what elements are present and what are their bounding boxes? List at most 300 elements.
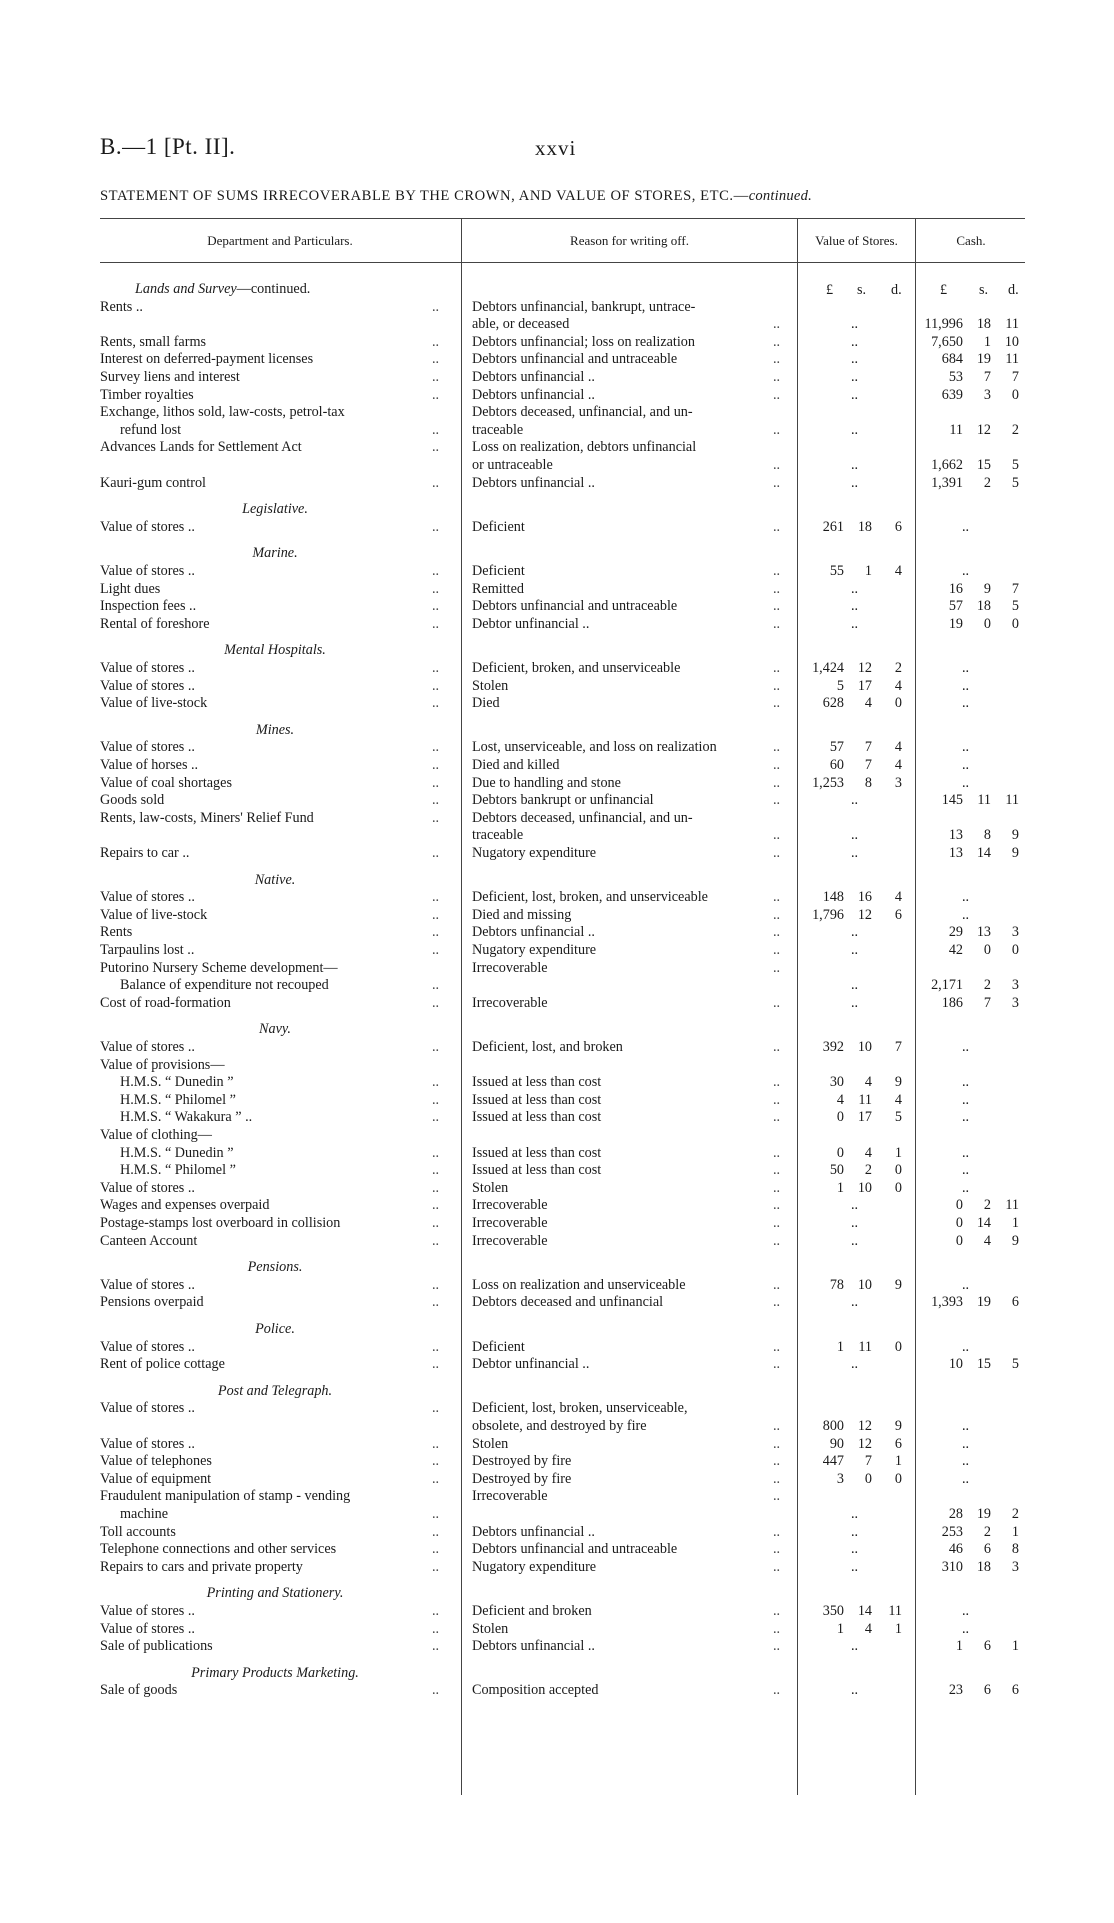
cash-pence: 3 — [1011, 924, 1019, 941]
leader-dots: .. — [773, 1620, 781, 1637]
reason-text: Debtors unfinancial .. — [472, 386, 595, 403]
stores-pounds: 1,796 — [812, 906, 844, 923]
section-label: Lands and Survey — [135, 281, 237, 297]
cash-shillings: 0 — [983, 942, 991, 958]
particulars-text: Rent of police cottage — [100, 1356, 225, 1373]
particulars-text: Value of stores .. — [100, 1179, 195, 1196]
particulars-text: Advances Lands for Settlement Act — [100, 439, 302, 456]
cash-pounds: 53 — [948, 369, 963, 385]
table-row — [0, 1215, 1114, 1233]
reason-text: traceable — [472, 421, 524, 438]
title-main: STATEMENT OF SUMS IRRECOVERABLE BY THE CROWN, AND VALUE OF STORES, ETC.— — [100, 188, 749, 204]
leader-dots: .. — [773, 739, 781, 756]
cash-pence: 11 — [1005, 351, 1019, 368]
table-top-rule — [100, 218, 1025, 219]
cash-shillings: 6 — [983, 1541, 991, 1558]
reason-text: Debtors unfinancial and untraceable — [472, 598, 678, 615]
stores-nil: .. — [851, 1682, 859, 1699]
cash-pence: 9 — [1011, 845, 1019, 861]
leader-dots: .. — [432, 889, 440, 906]
leader-dots: .. — [432, 757, 440, 773]
particulars-text: Pensions overpaid — [100, 1294, 204, 1311]
table-row — [0, 792, 1114, 810]
particulars-text: Value of stores .. — [100, 1338, 195, 1355]
stores-nil: .. — [851, 1232, 859, 1249]
particulars-text: Cost of road-formation — [100, 994, 231, 1011]
table-row — [0, 1092, 1114, 1110]
cash-nil: .. — [962, 1109, 970, 1126]
table-row — [0, 739, 1114, 757]
reason-text: Died — [472, 695, 500, 712]
cash-pounds: 28 — [948, 1505, 963, 1522]
leader-dots: .. — [432, 906, 440, 923]
column-header-department: Department and Particulars. — [207, 233, 353, 248]
stores-pounds: 1,253 — [812, 774, 844, 791]
leader-dots: .. — [432, 1276, 440, 1293]
leader-dots: .. — [773, 1338, 781, 1355]
stores-nil: .. — [851, 369, 859, 385]
cash-shillings: 11 — [977, 792, 991, 809]
particulars-text: Value of stores .. — [100, 889, 195, 906]
cash-shillings: 19 — [976, 351, 991, 368]
leader-dots: .. — [432, 677, 440, 694]
reason-text: Irrecoverable — [472, 1197, 548, 1214]
table-row — [0, 581, 1114, 599]
table-row — [0, 1541, 1114, 1559]
stores-pounds: 0 — [836, 1109, 844, 1126]
cash-pounds: 186 — [941, 994, 963, 1011]
table-row — [0, 960, 1114, 995]
cash-pence: 2 — [1011, 421, 1019, 438]
stores-nil: .. — [851, 615, 859, 632]
particulars-text: Repairs to cars and private property — [100, 1558, 303, 1575]
stores-shilling-unit: s. — [857, 282, 867, 298]
cash-shilling-unit: s. — [979, 282, 989, 298]
leader-dots: .. — [773, 845, 781, 861]
cash-pound-unit: £ — [940, 282, 948, 298]
leader-dots: .. — [432, 386, 440, 403]
stores-pounds: 55 — [829, 563, 844, 579]
cash-pounds: 13 — [948, 827, 963, 844]
section-heading-row — [0, 872, 1114, 890]
cash-shillings: 19 — [976, 1294, 991, 1311]
cash-shillings: 2 — [983, 1523, 991, 1540]
cash-nil: .. — [962, 1338, 970, 1355]
cash-pence: 5 — [1011, 474, 1019, 491]
leader-dots: .. — [432, 563, 440, 579]
leader-dots: .. — [432, 739, 440, 756]
cash-pence: 5 — [1011, 1356, 1019, 1373]
cash-pence: 11 — [1005, 316, 1019, 333]
particulars-text: Value of horses .. — [100, 757, 199, 773]
stores-nil: .. — [851, 351, 859, 368]
section-label: Pensions. — [247, 1259, 303, 1276]
leader-dots: .. — [432, 421, 440, 438]
table-head-rule — [100, 262, 1025, 263]
leader-dots: .. — [773, 1197, 781, 1214]
document-reference: B.—1 [Pt. II]. — [100, 134, 236, 159]
reason-text: Destroyed by fire — [472, 1453, 572, 1470]
reason-text: Debtors unfinancial, bankrupt, untrace- — [472, 298, 696, 315]
stores-nil: .. — [851, 977, 859, 994]
leader-dots: .. — [773, 695, 781, 712]
leader-dots: .. — [432, 1682, 440, 1699]
cash-pence: 1 — [1011, 1215, 1019, 1231]
reason-text: or untraceable — [472, 456, 553, 473]
particulars-text: Toll accounts — [100, 1523, 176, 1540]
reason-text: Debtors unfinancial .. — [472, 1638, 595, 1655]
cash-pence: 0 — [1011, 615, 1019, 632]
stores-pounds: 90 — [829, 1435, 844, 1452]
cash-pounds: 57 — [948, 598, 963, 615]
section-heading-row — [0, 1321, 1114, 1339]
leader-dots: .. — [432, 1294, 440, 1311]
column-header-stores: Value of Stores. — [815, 233, 898, 248]
leader-dots: .. — [773, 1417, 781, 1434]
stores-pence: 11 — [888, 1603, 902, 1619]
cash-shillings: 13 — [976, 924, 991, 941]
stores-pence: 6 — [894, 1435, 902, 1452]
reason-text: Stolen — [472, 677, 509, 694]
reason-text: Stolen — [472, 1179, 509, 1196]
reason-text: Nugatory expenditure — [472, 845, 597, 861]
table-row — [0, 1524, 1114, 1542]
table-row — [0, 1145, 1114, 1163]
cash-shillings: 18 — [976, 598, 991, 615]
leader-dots: .. — [432, 1505, 440, 1522]
leader-dots: .. — [432, 1356, 440, 1373]
reason-text: Deficient — [472, 1338, 525, 1355]
leader-dots: .. — [773, 1215, 781, 1231]
section-label: Native. — [254, 871, 296, 888]
stores-nil: .. — [851, 598, 859, 615]
table-row — [0, 1488, 1114, 1523]
stores-pence: 0 — [894, 1179, 902, 1196]
particulars-text: Exchange, lithos sold, law-costs, petrol-tax — [100, 404, 345, 421]
table-row — [0, 1436, 1114, 1454]
stores-nil: .. — [851, 1505, 859, 1522]
table-row — [0, 678, 1114, 696]
stores-shillings: 0 — [864, 1470, 872, 1487]
cash-pence: 0 — [1011, 386, 1019, 403]
column-header-reason: Reason for writing off. — [570, 233, 689, 248]
particulars-text: Value of coal shortages — [100, 774, 232, 791]
table-row — [0, 519, 1114, 537]
table-row — [0, 387, 1114, 405]
leader-dots: .. — [773, 1144, 781, 1161]
stores-pence: 9 — [894, 1276, 902, 1293]
particulars-text: Value of stores .. — [100, 1603, 195, 1619]
section-heading — [100, 722, 450, 740]
stores-shillings: 7 — [864, 1453, 872, 1470]
section-heading — [100, 1383, 450, 1401]
reason-text: Debtors unfinancial; loss on realization — [472, 333, 695, 350]
particulars-text: Survey liens and interest — [100, 369, 240, 385]
cash-shillings: 12 — [976, 421, 991, 438]
section-heading — [100, 545, 450, 563]
stores-nil: .. — [851, 1294, 859, 1311]
particulars-text: Kauri-gum control — [100, 474, 206, 491]
leader-dots: .. — [432, 1144, 440, 1161]
stores-shillings: 16 — [857, 889, 872, 906]
table-row — [0, 1471, 1114, 1489]
stores-nil: .. — [851, 1638, 859, 1655]
particulars-text: Telephone connections and other services — [100, 1541, 337, 1558]
leader-dots: .. — [432, 1400, 440, 1417]
table-row — [0, 1621, 1114, 1639]
leader-dots: .. — [773, 1294, 781, 1311]
leader-dots: .. — [432, 792, 440, 809]
reason-text: Died and killed — [472, 757, 560, 773]
subheading-row — [0, 1127, 1114, 1145]
leader-dots: .. — [773, 1039, 781, 1055]
reason-text: Deficient, lost, and broken — [472, 1039, 623, 1055]
cash-shillings: 2 — [983, 977, 991, 994]
table-row — [0, 810, 1114, 845]
stores-nil: .. — [851, 580, 859, 597]
particulars-text: Value of stores .. — [100, 518, 195, 535]
table-row — [0, 334, 1114, 352]
reason-text: Remitted — [472, 580, 525, 597]
section-heading — [100, 1585, 450, 1603]
cash-pounds: 11 — [949, 421, 963, 438]
stores-nil: .. — [851, 386, 859, 403]
cash-pounds: 7,650 — [931, 333, 963, 350]
stores-shillings: 8 — [864, 774, 872, 791]
particulars-text: Value of stores .. — [100, 1276, 195, 1293]
leader-dots: .. — [432, 994, 440, 1011]
cash-pence: 5 — [1011, 456, 1019, 473]
stores-shillings: 10 — [857, 1276, 872, 1293]
cash-pounds: 310 — [941, 1558, 963, 1575]
reason-text: Deficient and broken — [472, 1603, 592, 1619]
stores-pence: 3 — [894, 774, 902, 791]
leader-dots: .. — [773, 1435, 781, 1452]
stores-shillings: 10 — [857, 1179, 872, 1196]
section-heading — [100, 1665, 450, 1683]
reason-text: Deficient — [472, 518, 525, 535]
cash-pence: 9 — [1011, 1232, 1019, 1249]
table-row — [0, 695, 1114, 713]
stores-pounds: 3 — [836, 1470, 844, 1487]
table-row — [0, 1162, 1114, 1180]
particulars-text: Value of provisions— — [100, 1056, 225, 1073]
section-heading — [100, 872, 450, 890]
section-heading-row — [0, 1021, 1114, 1039]
cash-pence: 8 — [1011, 1541, 1019, 1558]
reason-text: Irrecoverable — [472, 1232, 548, 1249]
stores-pence: 1 — [894, 1620, 902, 1637]
cash-pounds: 16 — [948, 580, 963, 597]
leader-dots: .. — [773, 906, 781, 923]
cash-nil: .. — [962, 1603, 970, 1619]
table-row — [0, 1074, 1114, 1092]
cash-nil: .. — [962, 1091, 970, 1108]
cash-shillings: 3 — [983, 386, 991, 403]
section-heading — [100, 1259, 450, 1277]
table-row — [0, 1277, 1114, 1295]
leader-dots: .. — [432, 1232, 440, 1249]
leader-dots: .. — [432, 1039, 440, 1055]
stores-pence-unit: d. — [891, 282, 902, 298]
stores-pence: 1 — [894, 1144, 902, 1161]
section-heading-row — [0, 1383, 1114, 1401]
stores-pence: 6 — [894, 518, 902, 535]
cash-nil: .. — [962, 695, 970, 712]
particulars-text: Value of live-stock — [100, 906, 208, 923]
leader-dots: .. — [773, 1074, 781, 1091]
reason-text: traceable — [472, 827, 524, 844]
cash-shillings: 2 — [983, 474, 991, 491]
reason-text: Issued at less than cost — [472, 1109, 602, 1126]
cash-shillings: 18 — [976, 1558, 991, 1575]
leader-dots: .. — [773, 1109, 781, 1126]
reason-text: Issued at less than cost — [472, 1074, 602, 1091]
cash-pence: 3 — [1011, 1558, 1019, 1575]
stores-pounds: 350 — [822, 1603, 844, 1619]
stores-pence: 4 — [894, 677, 902, 694]
table-row — [0, 889, 1114, 907]
stores-pounds: 60 — [829, 757, 844, 773]
table-row — [0, 1294, 1114, 1312]
table-row — [0, 942, 1114, 960]
section-suffix: —continued. — [236, 281, 311, 297]
reason-text: Loss on realization and unserviceable — [472, 1276, 686, 1293]
table-row — [0, 1603, 1114, 1621]
particulars-text: H.M.S. “ Philomel ” — [120, 1162, 236, 1179]
leader-dots: .. — [773, 1162, 781, 1179]
section-label: Primary Products Marketing. — [191, 1664, 359, 1681]
cash-shillings: 7 — [983, 369, 991, 385]
cash-shillings: 15 — [976, 456, 991, 473]
particulars-text: Value of stores .. — [100, 677, 195, 694]
stores-nil: .. — [851, 1523, 859, 1540]
leader-dots: .. — [432, 1603, 440, 1619]
cash-pounds: 46 — [948, 1541, 963, 1558]
leader-dots: .. — [432, 1558, 440, 1575]
cash-pence: 7 — [1011, 580, 1019, 597]
cash-pounds: 10 — [948, 1356, 963, 1373]
leader-dots: .. — [432, 1338, 440, 1355]
leader-dots: .. — [773, 518, 781, 535]
stores-pence: 2 — [894, 660, 902, 676]
particulars-text: Value of stores .. — [100, 1620, 195, 1637]
stores-shillings: 18 — [857, 518, 872, 535]
table-row — [0, 1039, 1114, 1057]
cash-shillings: 19 — [976, 1505, 991, 1522]
leader-dots: .. — [432, 924, 440, 941]
reason-text: obsolete, and destroyed by fire — [472, 1417, 647, 1434]
reason-text: Stolen — [472, 1620, 509, 1637]
reason-text: Deficient — [472, 563, 525, 579]
stores-shillings: 10 — [857, 1039, 872, 1055]
reason-text: Debtors unfinancial .. — [472, 474, 595, 491]
stores-nil: .. — [851, 1541, 859, 1558]
section-label: Marine. — [252, 545, 298, 562]
stores-nil: .. — [851, 456, 859, 473]
cash-pounds: 1,391 — [931, 474, 963, 491]
section-label: Navy. — [259, 1021, 291, 1038]
cash-nil: .. — [962, 1276, 970, 1293]
cash-nil: .. — [962, 563, 970, 579]
reason-text: Deficient, lost, broken, and unserviceable — [472, 889, 708, 906]
particulars-text: Fraudulent manipulation of stamp - vending — [100, 1488, 351, 1505]
cash-pounds: 42 — [948, 942, 963, 958]
stores-nil: .. — [851, 827, 859, 844]
leader-dots: .. — [773, 316, 781, 333]
stores-nil: .. — [851, 333, 859, 350]
reason-text: Composition accepted — [472, 1682, 599, 1699]
leader-dots: .. — [773, 1488, 781, 1505]
title-suffix: continued. — [748, 188, 812, 204]
stores-pence: 4 — [894, 757, 902, 773]
table-row — [0, 563, 1114, 581]
reason-text: Debtors bankrupt or unfinancial — [472, 792, 654, 809]
cash-pence: 2 — [1011, 1505, 1019, 1522]
stores-shillings: 7 — [864, 739, 872, 756]
stores-nil: .. — [851, 942, 859, 958]
stores-nil: .. — [851, 845, 859, 861]
stores-nil: .. — [851, 1215, 859, 1231]
leader-dots: .. — [773, 351, 781, 368]
leader-dots: .. — [432, 615, 440, 632]
cash-pounds: 0 — [955, 1197, 963, 1214]
reason-text: Issued at less than cost — [472, 1144, 602, 1161]
stores-pounds: 57 — [829, 739, 844, 756]
particulars-text: Value of stores .. — [100, 1039, 195, 1055]
cash-pence: 1 — [1011, 1523, 1019, 1540]
leader-dots: .. — [432, 1435, 440, 1452]
leader-dots: .. — [432, 1074, 440, 1091]
leader-dots: .. — [432, 660, 440, 676]
cash-pounds: 23 — [948, 1682, 963, 1699]
stores-shillings: 12 — [857, 906, 872, 923]
cash-pounds: 11,996 — [924, 316, 963, 333]
stores-nil: .. — [851, 1356, 859, 1373]
cash-nil: .. — [962, 1074, 970, 1091]
section-heading-row — [0, 281, 1114, 299]
stores-pence: 1 — [894, 1453, 902, 1470]
cash-nil: .. — [962, 518, 970, 535]
stores-nil: .. — [851, 1558, 859, 1575]
reason-text: Died and missing — [472, 906, 572, 923]
stores-nil: .. — [851, 316, 859, 333]
leader-dots: .. — [432, 1162, 440, 1179]
cash-nil: .. — [962, 1453, 970, 1470]
leader-dots: .. — [773, 615, 781, 632]
particulars-text: Value of stores .. — [100, 1400, 195, 1417]
leader-dots: .. — [432, 1523, 440, 1540]
table-row — [0, 1400, 1114, 1435]
stores-nil: .. — [851, 994, 859, 1011]
particulars-text: Rents .. — [100, 298, 143, 315]
stores-pence: 4 — [894, 739, 902, 756]
column-header-cash: Cash. — [956, 233, 986, 248]
particulars-text: Repairs to car .. — [100, 845, 190, 861]
leader-dots: .. — [773, 369, 781, 385]
leader-dots: .. — [773, 1232, 781, 1249]
leader-dots: .. — [432, 333, 440, 350]
leader-dots: .. — [773, 1541, 781, 1558]
reason-text: Nugatory expenditure — [472, 1558, 597, 1575]
cash-nil: .. — [962, 1144, 970, 1161]
reason-text: Debtors unfinancial .. — [472, 369, 595, 385]
reason-text: Loss on realization, debtors unfinancial — [472, 439, 697, 456]
leader-dots: .. — [432, 580, 440, 597]
leader-dots: .. — [432, 809, 440, 826]
cash-pence-unit: d. — [1008, 282, 1019, 298]
cash-nil: .. — [962, 757, 970, 773]
